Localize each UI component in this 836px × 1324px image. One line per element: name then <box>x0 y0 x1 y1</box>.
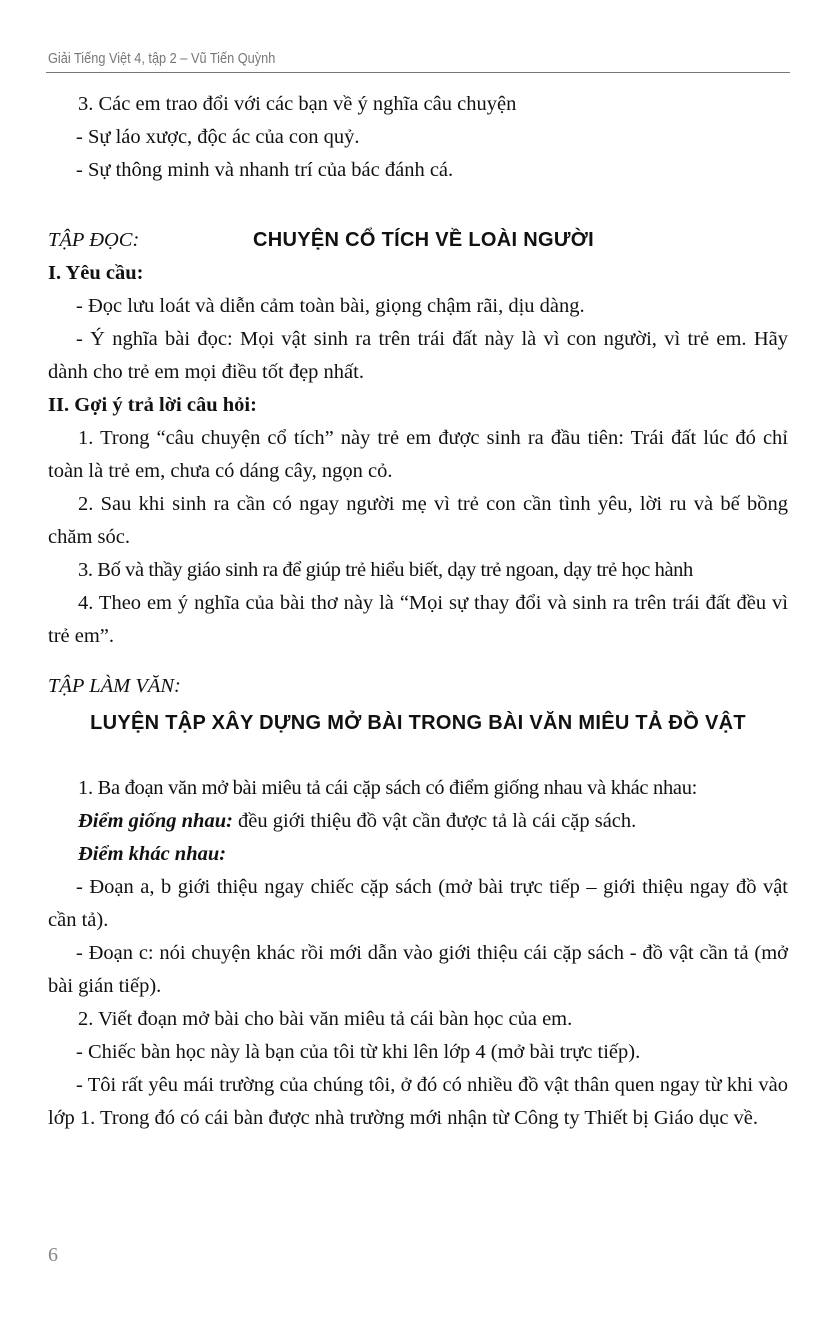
diff-item: - Đoạn c: nói chuyện khác rồi mới dẫn vào giới thiệu cái cặp sách - đồ vật cần tả (mở bài gián tiếp). <box>48 942 788 997</box>
section-label: TẬP ĐỌC: <box>48 229 140 251</box>
paragraph: 2. Viết đoạn mở bài cho bài văn miêu tả cái bàn học của em. <box>78 1008 573 1030</box>
page-number: 6 <box>48 1244 58 1266</box>
intro-bullet: - Sự thông minh và nhanh trí của bác đánh cá. <box>76 159 454 181</box>
subheading: II. Gợi ý trả lời câu hỏi: <box>48 394 257 416</box>
intro-item: 3. Các em trao đổi với các bạn về ý nghĩa câu chuyện <box>78 93 517 115</box>
section-title: LUYỆN TẬP XÂY DỰNG MỞ BÀI TRONG BÀI VĂN MIÊU TẢ ĐỒ VẬT <box>90 712 746 734</box>
page-body <box>48 88 788 1135</box>
diff-item: - Đoạn a, b giới thiệu ngay chiếc cặp sách (mở bài trực tiếp – giới thiệu ngay đồ vật cần tả). <box>48 876 788 931</box>
answer: 3. Bố và thầy giáo sinh ra để giúp trẻ hiểu biết, dạy trẻ ngoan, dạy trẻ học hành <box>78 559 693 581</box>
paragraph <box>48 805 788 838</box>
list-item: - Chiếc bàn học này là bạn của tôi từ khi lên lớp 4 (mở bài trực tiếp). <box>76 1041 641 1063</box>
requirement: - Đọc lưu loát và diễn cảm toàn bài, giọng chậm rãi, dịu dàng. <box>76 295 585 317</box>
tap-doc-heading <box>48 224 788 257</box>
header-divider <box>46 72 790 73</box>
answer: 2. Sau khi sinh ra cần có ngay người mẹ vì trẻ con cần tình yêu, lời ru và bế bồng chăm sóc. <box>48 493 788 548</box>
answer: 4. Theo em ý nghĩa của bài thơ này là “Mọi sự thay đổi và sinh ra trên trái đất đều vì trẻ em”. <box>48 592 788 647</box>
answer: 1. Trong “câu chuyện cổ tích” này trẻ em được sinh ra đầu tiên: Trái đất lúc đó chỉ toàn là trẻ em, chưa có dáng cây, ngọn cỏ. <box>48 427 788 482</box>
section-title: CHUYỆN CỔ TÍCH VỀ LOÀI NGƯỜI <box>253 229 594 251</box>
intro-bullet: - Sự láo xược, độc ác của con quỷ. <box>76 126 360 148</box>
subheading: I. Yêu cầu: <box>48 262 144 284</box>
same-label: Điểm giống nhau: <box>78 810 233 832</box>
paragraph: 1. Ba đoạn văn mở bài miêu tả cái cặp sách có điểm giống nhau và khác nhau: <box>78 777 698 799</box>
same-text: đều giới thiệu đồ vật cần được tả là cái cặp sách. <box>232 810 637 832</box>
diff-label: Điểm khác nhau: <box>78 843 227 865</box>
running-header: Giải Tiếng Việt 4, tập 2 – Vũ Tiến Quỳnh <box>48 50 276 67</box>
requirement: - Ý nghĩa bài đọc: Mọi vật sinh ra trên trái đất này là vì con người, vì trẻ em. Hãy dành cho trẻ em mọi điều tốt đẹp nhất. <box>48 328 788 383</box>
list-item: - Tôi rất yêu mái trường của chúng tôi, ở đó có nhiều đồ vật thân quen ngay từ khi vào lớp 1. Trong đó có cái bàn được nhà trường mới nhận từ Công ty Thiết bị Giáo dục về. <box>48 1074 788 1129</box>
section-label: TẬP LÀM VĂN: <box>48 675 181 697</box>
